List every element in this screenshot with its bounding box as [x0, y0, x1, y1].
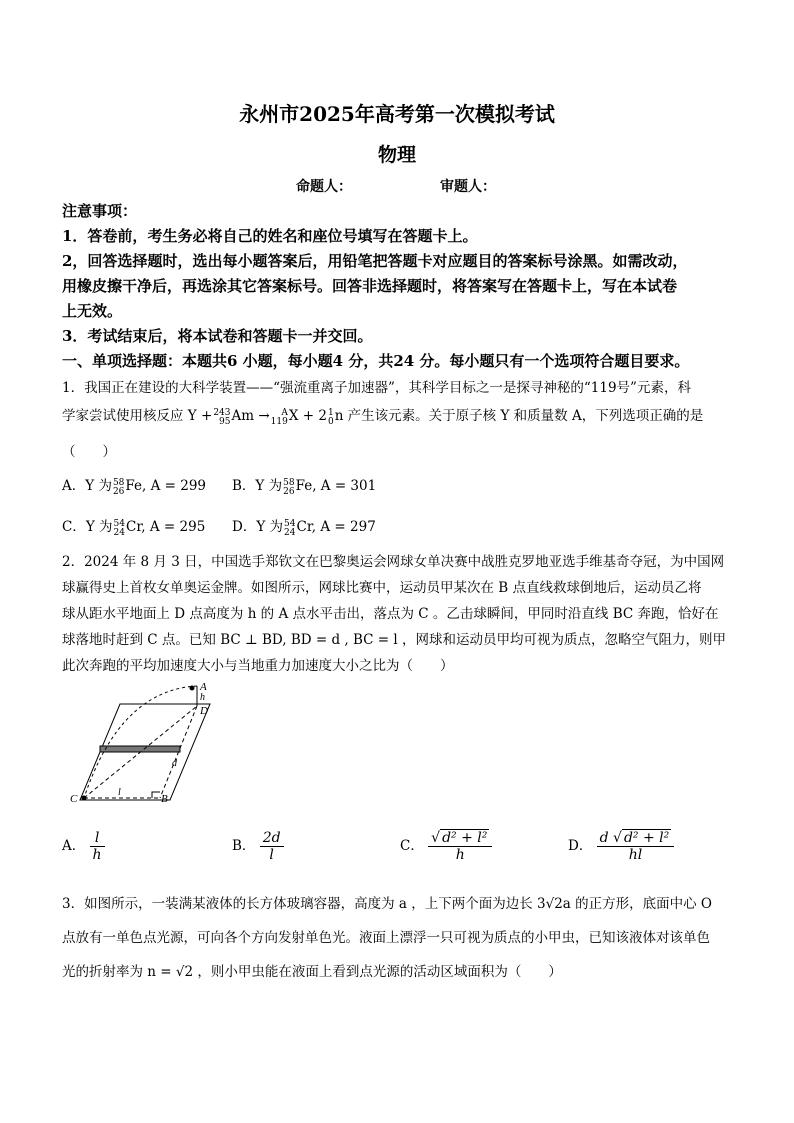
point-c	[82, 796, 87, 801]
notice-item-1: 1．答卷前，考生务必将自己的姓名和座位号填写在答题卡上。	[62, 227, 478, 245]
q3-line2: 点放有一单色点光源，可向各个方向发射单色光。液面上漂浮一只可视为质点的小甲虫，已知该液体对该单色	[62, 930, 710, 946]
x-z: 119	[270, 417, 288, 427]
setter-label: 命题人：	[296, 179, 352, 195]
q2-option-d: D． $\frac{\text{d √ d² + l²}}{hl}$	[568, 830, 674, 863]
q1-line2	[62, 404, 703, 427]
label-l: l	[118, 787, 121, 798]
am-mass: 243	[213, 408, 231, 418]
q2-opt-b-num: 2d	[260, 830, 284, 847]
q2-opt-d-num-pre: d	[599, 830, 609, 846]
q3-line3: 光的折射率为 n = √2 ，则小甲虫能在液面上看到点光源的活动区域面积为（ ）	[62, 964, 562, 980]
q2-opt-a-den: h	[92, 847, 102, 863]
q1-opt-a-label: A．Y 为	[62, 478, 112, 494]
q2-opt-d-den: hl	[628, 847, 643, 863]
q1-line2-post: n 产生该元素。关于原子核 Y 和质量数 A，下列选项正确的是	[334, 408, 704, 424]
q1-opt-a-z: 26	[112, 487, 125, 497]
q2-opt-a-label: A．	[62, 838, 86, 854]
n-z: 0	[327, 417, 334, 427]
label-d-point: D	[200, 705, 208, 717]
q1-opt-c-el: Cr, A = 295	[126, 519, 206, 535]
q1-option-b	[232, 474, 376, 497]
q1-opt-d-el: Cr, A = 297	[296, 519, 376, 535]
q2-option-b	[232, 830, 284, 863]
q1-opt-c-mass: 54	[113, 519, 125, 529]
label-b: B	[161, 793, 168, 805]
q1-opt-d-label: D．Y 为	[232, 519, 284, 535]
label-a: A	[200, 681, 207, 693]
notice-item-2-line3: 上无效。	[62, 302, 123, 320]
q1-opt-d-mass: 54	[284, 519, 296, 529]
am-z: 95	[219, 417, 231, 427]
notice-heading: 注意事项：	[62, 202, 138, 220]
n-mass: 1	[327, 408, 334, 418]
q1-line2-pre: 学家尝试使用核反应 Y +	[62, 408, 213, 424]
q1-opt-c-z: 24	[113, 528, 125, 538]
notice-item-3: 3．考试结束后，将本试卷和答题卡一并交回。	[62, 327, 373, 345]
q3-line1: 3．如图所示，一装满某液体的长方体玻璃容器，高度为 a ，上下两个面为边长 3√2a 的正方形，底面中心 O	[62, 896, 712, 912]
q1-opt-a-el: Fe, A = 299	[125, 478, 207, 494]
point-a	[190, 686, 195, 691]
tennis-court-figure	[60, 678, 220, 808]
label-c: C	[70, 793, 78, 805]
q2-opt-c-den: h	[455, 847, 465, 863]
q1-opt-c-label: C．Y 为	[62, 519, 113, 535]
q2-opt-d-num: d² + l²	[623, 830, 670, 846]
q2-line5: 此次奔跑的平均加速度大小与当地重力加速度大小之比为（ ）	[62, 658, 454, 674]
q1-opt-b-el: Fe, A = 301	[295, 478, 377, 494]
exam-title: 永州市2025年高考第一次模拟考试	[239, 102, 555, 126]
q1-line2-x: X + 2	[288, 408, 327, 424]
label-d-length: d	[172, 758, 177, 769]
subject-title: 物理	[377, 144, 416, 166]
q1-option-a	[62, 474, 206, 497]
q2-opt-b-den: l	[269, 847, 274, 863]
q2-line3: 球从距水平地面上 D 点高度为 h 的 A 点水平击出，落点为 C 。乙击球瞬间，甲同时沿直线 BC 奔跑，恰好在	[62, 606, 719, 622]
q1-paren: （ ）	[62, 444, 116, 460]
net	[100, 746, 180, 752]
notice-item-2-line1: 2，回答选择题时，选出每小题答案后，用铅笔把答题卡对应题目的答案标号涂黑。如需改动，	[62, 252, 688, 270]
q2-line1: 2．2024 年 8 月 3 日，中国选手郑钦文在巴黎奥运会网球女单决赛中战胜克罗地亚选手维基奇夺冠，为中国网	[62, 554, 725, 570]
q2-line4: 球落地时赶到 C 点。已知 BC ⊥ BD, BD = d , BC = l ，网球和运动员甲均可视为质点，忽略空气阻力，则甲	[62, 632, 726, 648]
q2-opt-d-label: D．	[568, 838, 593, 854]
q2-line2: 球赢得史上首枚女单奥运金牌。如图所示，网球比赛中，运动员甲某次在 B 点直线救球倒地后，运动员乙将	[62, 580, 702, 596]
q1-line2-am: Am →	[231, 408, 270, 424]
q1-opt-b-mass: 58	[283, 478, 295, 488]
notice-item-2-line2: 用橡皮擦干净后，再选涂其它答案标号。回答非选择题时，将答案写在答题卡上，写在本试卷	[62, 277, 678, 295]
q2-option-a	[62, 830, 105, 863]
q1-opt-d-z: 24	[284, 528, 296, 538]
q1-opt-b-z: 26	[283, 487, 295, 497]
q1-option-d	[232, 515, 376, 538]
label-h: h	[200, 692, 205, 703]
reviewer-label: 审题人：	[440, 179, 496, 195]
q1-option-c	[62, 515, 205, 538]
q2-opt-a-num: l	[90, 830, 105, 847]
q1-opt-b-label: B．Y 为	[232, 478, 283, 494]
q2-option-c: C． $\frac{\text{√ d² + l²}}{h}$	[400, 830, 492, 863]
q2-opt-c-label: C．	[400, 838, 424, 854]
ball-trajectory	[84, 686, 197, 798]
q1-line1: 1．我国正在建设的大科学装置——“强流重离子加速器”，其科学目标之一是探寻神秘的“119号”元素，科	[62, 380, 691, 396]
x-mass: A	[281, 408, 288, 418]
q2-opt-b-label: B．	[232, 838, 256, 854]
section1-heading: 一、单项选择题：本题共6 小题，每小题4 分，共24 分。每小题只有一个选项符合题目要求。	[62, 352, 690, 370]
q2-opt-c-num: d² + l²	[442, 830, 488, 846]
q1-opt-a-mass: 58	[112, 478, 125, 488]
right-angle-mark	[152, 792, 160, 798]
